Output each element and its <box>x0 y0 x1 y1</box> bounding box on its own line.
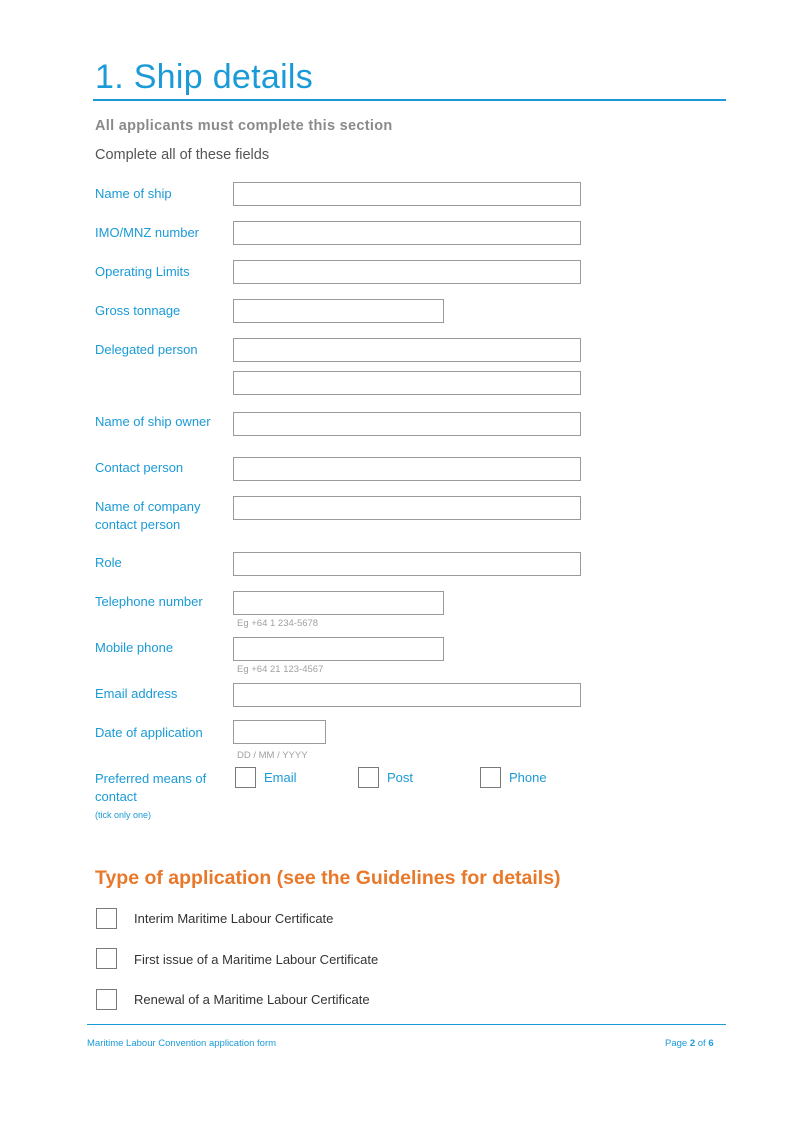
footer-divider <box>87 1024 726 1025</box>
role-field[interactable] <box>233 552 581 576</box>
ship-owner-field[interactable] <box>233 412 581 436</box>
page-current: 2 <box>689 1038 696 1049</box>
section-intro: Complete all of these fields <box>95 147 270 163</box>
section-subhead: All applicants must complete this section <box>95 118 393 134</box>
company-contact-field[interactable] <box>233 496 581 520</box>
footer-form-name: Maritime Labour Convention application form <box>87 1038 277 1049</box>
mobile-label: Mobile phone <box>95 640 174 655</box>
section-title: 1. Ship details <box>95 58 314 96</box>
ship-name-field[interactable] <box>233 182 581 206</box>
imo-number-field[interactable] <box>233 221 581 245</box>
date-field[interactable] <box>233 720 326 744</box>
mobile-field[interactable] <box>233 637 444 661</box>
delegated-person-label: Delegated person <box>95 342 198 357</box>
date-hint: DD / MM / YYYY <box>237 750 308 761</box>
page-total: 6 <box>708 1038 714 1049</box>
operating-limits-label: Operating Limits <box>95 264 190 279</box>
telephone-field[interactable] <box>233 591 444 615</box>
contact-person-label: Contact person <box>95 460 184 475</box>
ship-name-label: Name of ship <box>95 186 172 201</box>
first-issue-label: First issue of a Maritime Labour Certificate <box>134 952 379 967</box>
preferred-contact-note: (tick only one) <box>95 810 152 820</box>
contact-person-field[interactable] <box>233 457 581 481</box>
phone-option-label: Phone <box>509 770 547 785</box>
interim-certificate-checkbox[interactable] <box>96 908 117 929</box>
delegated-person-field[interactable] <box>233 338 581 362</box>
imo-number-label: IMO/MNZ number <box>95 225 200 240</box>
company-contact-label-line1: Name of company <box>95 499 201 514</box>
first-issue-checkbox[interactable] <box>96 948 117 969</box>
gross-tonnage-field[interactable] <box>233 299 444 323</box>
renewal-checkbox[interactable] <box>96 989 117 1010</box>
delegated-person-field-2[interactable] <box>233 371 581 395</box>
page-of: of <box>697 1038 706 1049</box>
renewal-label: Renewal of a Maritime Labour Certificate <box>134 992 370 1007</box>
phone-checkbox[interactable] <box>480 767 501 788</box>
interim-certificate-label: Interim Maritime Labour Certificate <box>134 911 334 926</box>
email-label: Email address <box>95 686 178 701</box>
email-checkbox[interactable] <box>235 767 256 788</box>
footer-page-number <box>665 1038 714 1049</box>
title-divider <box>93 99 726 101</box>
date-label: Date of application <box>95 725 203 740</box>
telephone-label: Telephone number <box>95 594 203 609</box>
ship-owner-label: Name of ship owner <box>95 414 211 429</box>
gross-tonnage-label: Gross tonnage <box>95 303 181 318</box>
company-contact-label-line2: contact person <box>95 517 181 532</box>
email-field[interactable] <box>233 683 581 707</box>
application-type-title: Type of application (see the Guidelines for details) <box>95 867 561 889</box>
mobile-hint: Eg +64 21 123-4567 <box>237 664 324 675</box>
post-option-label: Post <box>387 770 414 785</box>
preferred-contact-label-line1: Preferred means of <box>95 771 207 786</box>
page-prefix: Page <box>665 1038 688 1049</box>
role-label: Role <box>95 555 122 570</box>
operating-limits-field[interactable] <box>233 260 581 284</box>
post-checkbox[interactable] <box>358 767 379 788</box>
preferred-contact-label-line2: contact <box>95 789 137 804</box>
telephone-hint: Eg +64 1 234-5678 <box>237 618 319 629</box>
email-option-label: Email <box>264 770 297 785</box>
